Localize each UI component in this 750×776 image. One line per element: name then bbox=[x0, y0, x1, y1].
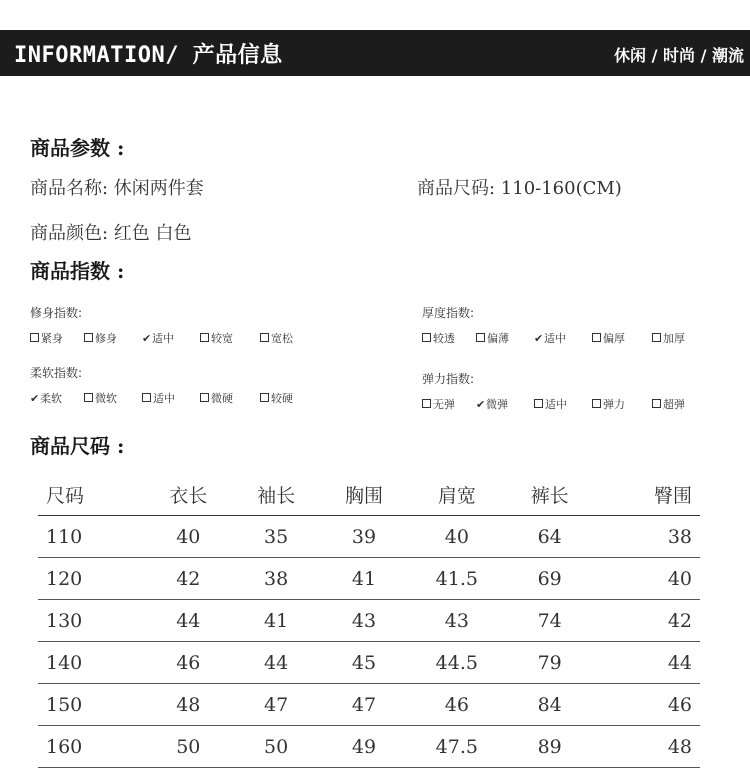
product-color: 商品颜色: 红色 白色 bbox=[30, 223, 192, 244]
table-cell: 89 bbox=[537, 735, 562, 758]
table-cell: 46 bbox=[667, 693, 692, 716]
unchecked-box-icon bbox=[652, 333, 661, 342]
index-option bbox=[476, 396, 508, 412]
table-cell: 38 bbox=[667, 525, 692, 548]
index-option-label: 适中 bbox=[544, 332, 566, 345]
table-cell: 41.5 bbox=[435, 567, 478, 590]
index-option bbox=[30, 390, 62, 406]
product-name: 商品名称: 休闲两件套 bbox=[30, 178, 204, 199]
index-option-label: 超弹 bbox=[663, 398, 685, 411]
table-cell: 46 bbox=[176, 651, 201, 674]
table-cell: 130 bbox=[46, 609, 83, 632]
table-cell: 43 bbox=[444, 609, 469, 632]
table-cell: 44 bbox=[667, 651, 692, 674]
table-cell: 41 bbox=[351, 567, 377, 590]
unchecked-box-icon bbox=[476, 333, 485, 342]
index-option-label: 修身 bbox=[95, 332, 117, 345]
checked-box-icon: ✔ bbox=[30, 392, 40, 405]
unchecked-box-icon bbox=[84, 333, 93, 342]
table-cell: 44 bbox=[176, 609, 201, 632]
unchecked-box-icon bbox=[260, 333, 269, 342]
index-option-label: 适中 bbox=[153, 392, 175, 405]
table-cell: 38 bbox=[264, 567, 289, 590]
index-option bbox=[84, 330, 117, 346]
table-cell: 84 bbox=[537, 693, 562, 716]
unchecked-box-icon bbox=[84, 393, 93, 402]
table-cell: 64 bbox=[537, 525, 562, 548]
table-row bbox=[38, 726, 700, 768]
header-cell: 衣长 bbox=[169, 485, 208, 507]
index-option bbox=[260, 390, 293, 406]
unchecked-box-icon bbox=[260, 393, 269, 402]
index-option bbox=[476, 330, 509, 346]
table-row bbox=[38, 558, 700, 600]
index-option bbox=[534, 396, 567, 412]
index-title-softness: 柔软指数: bbox=[30, 366, 83, 380]
header-cell: 臀围 bbox=[653, 485, 692, 507]
table-cell: 49 bbox=[351, 735, 377, 758]
unchecked-box-icon bbox=[592, 333, 601, 342]
index-option-label: 微弹 bbox=[486, 398, 508, 411]
table-cell: 47 bbox=[264, 693, 289, 716]
header-title: INFORMATION/ 产品信息 bbox=[14, 43, 283, 68]
table-cell: 45 bbox=[351, 651, 377, 674]
header-cell: 袖长 bbox=[257, 485, 296, 507]
table-cell: 110 bbox=[46, 525, 83, 548]
unchecked-box-icon bbox=[652, 399, 661, 408]
table-cell: 41 bbox=[264, 609, 289, 632]
unchecked-box-icon bbox=[30, 333, 39, 342]
checked-box-icon: ✔ bbox=[142, 332, 152, 345]
index-option bbox=[30, 330, 63, 346]
index-option bbox=[260, 330, 293, 346]
index-title-elasticity: 弹力指数: bbox=[422, 372, 475, 386]
header-cell: 裤长 bbox=[530, 485, 569, 507]
index-option bbox=[534, 330, 566, 346]
unchecked-box-icon bbox=[592, 399, 601, 408]
index-option-label: 弹力 bbox=[603, 398, 625, 411]
index-option bbox=[142, 390, 175, 406]
table-row bbox=[38, 642, 700, 684]
index-option bbox=[592, 330, 625, 346]
table-cell: 140 bbox=[46, 651, 83, 674]
table-cell: 40 bbox=[176, 525, 201, 548]
table-cell: 47.5 bbox=[435, 735, 478, 758]
index-option-label: 紧身 bbox=[41, 332, 63, 345]
table-cell: 160 bbox=[46, 735, 83, 758]
header-bar bbox=[0, 30, 750, 76]
table-row bbox=[38, 600, 700, 642]
index-option-label: 偏薄 bbox=[487, 332, 509, 345]
table-cell: 42 bbox=[176, 567, 201, 590]
header-cell: 肩宽 bbox=[437, 485, 476, 507]
size-table-header bbox=[38, 474, 700, 516]
index-option-label: 微硬 bbox=[211, 392, 233, 405]
index-option bbox=[200, 390, 233, 406]
header-cell: 胸围 bbox=[345, 485, 384, 507]
table-cell: 50 bbox=[264, 735, 289, 758]
table-cell: 48 bbox=[667, 735, 692, 758]
table-row bbox=[38, 516, 700, 558]
index-option-label: 加厚 bbox=[663, 332, 685, 345]
index-option-label: 偏厚 bbox=[603, 332, 625, 345]
index-option-label: 适中 bbox=[545, 398, 567, 411]
checked-box-icon: ✔ bbox=[476, 398, 486, 411]
table-cell: 40 bbox=[667, 567, 692, 590]
table-cell: 44 bbox=[264, 651, 289, 674]
table-cell: 120 bbox=[46, 567, 83, 590]
index-option-label: 微软 bbox=[95, 392, 117, 405]
index-option-label: 无弹 bbox=[433, 398, 455, 411]
index-option-label: 较硬 bbox=[271, 392, 293, 405]
table-row bbox=[38, 684, 700, 726]
index-option bbox=[592, 396, 625, 412]
unchecked-box-icon bbox=[422, 333, 431, 342]
unchecked-box-icon bbox=[534, 399, 543, 408]
index-option bbox=[422, 330, 455, 346]
table-cell: 46 bbox=[444, 693, 469, 716]
index-option-label: 适中 bbox=[152, 332, 174, 345]
table-cell: 39 bbox=[351, 525, 377, 548]
table-cell: 74 bbox=[537, 609, 562, 632]
params-title: 商品参数 : bbox=[30, 136, 125, 160]
unchecked-box-icon bbox=[200, 393, 209, 402]
size-table-title: 商品尺码 : bbox=[30, 434, 125, 458]
index-option bbox=[652, 396, 685, 412]
table-cell: 44.5 bbox=[435, 651, 478, 674]
index-title-fit: 修身指数: bbox=[30, 306, 83, 320]
table-cell: 42 bbox=[667, 609, 692, 632]
index-option bbox=[200, 330, 233, 346]
index-option-label: 宽松 bbox=[271, 332, 293, 345]
product-size: 商品尺码: 110-160(CM) bbox=[417, 178, 622, 199]
checked-box-icon: ✔ bbox=[534, 332, 544, 345]
indices-title: 商品指数 : bbox=[30, 259, 125, 283]
table-cell: 69 bbox=[537, 567, 562, 590]
size-table-body bbox=[38, 516, 700, 768]
table-cell: 79 bbox=[537, 651, 562, 674]
index-option-label: 较宽 bbox=[211, 332, 233, 345]
table-cell: 50 bbox=[176, 735, 201, 758]
table-cell: 150 bbox=[46, 693, 83, 716]
index-option bbox=[84, 390, 117, 406]
unchecked-box-icon bbox=[200, 333, 209, 342]
index-option bbox=[142, 330, 174, 346]
table-cell: 43 bbox=[351, 609, 377, 632]
unchecked-box-icon bbox=[422, 399, 431, 408]
table-cell: 40 bbox=[444, 525, 469, 548]
index-title-thickness: 厚度指数: bbox=[422, 306, 475, 320]
index-option-label: 较透 bbox=[433, 332, 455, 345]
header-tagline: 休闲 / 时尚 / 潮流 bbox=[614, 46, 744, 65]
size-table bbox=[38, 474, 700, 768]
table-cell: 47 bbox=[351, 693, 377, 716]
table-cell: 48 bbox=[176, 693, 201, 716]
index-option bbox=[652, 330, 685, 346]
header-cell: 尺码 bbox=[46, 485, 85, 507]
index-option bbox=[422, 396, 455, 412]
unchecked-box-icon bbox=[142, 393, 151, 402]
index-option-label: 柔软 bbox=[40, 392, 62, 405]
table-cell: 35 bbox=[264, 525, 289, 548]
